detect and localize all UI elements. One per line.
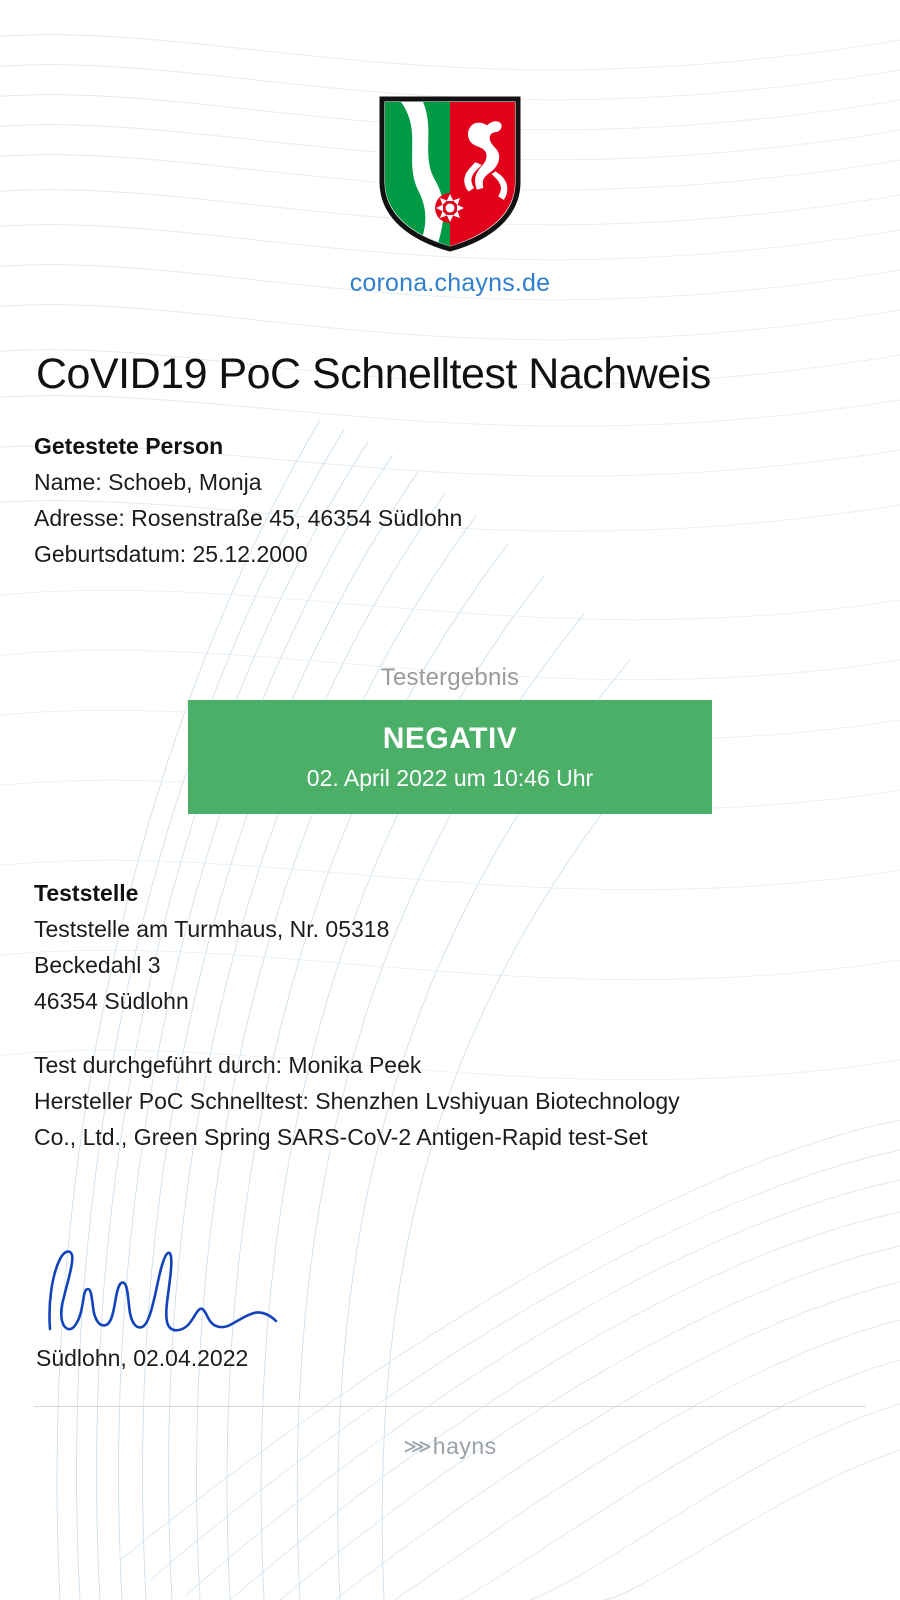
manufacturer-line-2: Co., Ltd., Green Spring SARS-CoV-2 Antigen-Rapid test-Set bbox=[34, 1124, 648, 1150]
test-details-block bbox=[34, 1047, 866, 1155]
signature-place-date: Südlohn, 02.04.2022 bbox=[36, 1345, 249, 1371]
test-result-value: NEGATIV bbox=[382, 722, 518, 755]
test-result-datetime: 02. April 2022 um 10:46 Uhr bbox=[306, 765, 594, 791]
signature-icon bbox=[36, 1233, 296, 1343]
test-result-section bbox=[34, 664, 866, 814]
footer-brand bbox=[0, 1433, 900, 1460]
tested-person-section bbox=[34, 433, 866, 572]
test-center-line-1: Teststelle am Turmhaus, Nr. 05318 bbox=[34, 916, 390, 942]
chayns-logo-icon: ⋙ bbox=[403, 1436, 429, 1458]
site-link[interactable]: corona.chayns.de bbox=[349, 269, 551, 297]
person-name-line: Name: Schoeb, Monja bbox=[34, 469, 262, 495]
test-result-label: Testergebnis bbox=[380, 664, 520, 691]
test-center-heading: Teststelle bbox=[34, 880, 139, 906]
test-center-section bbox=[34, 880, 866, 1155]
performed-by-line: Test durchgeführt durch: Monika Peek bbox=[34, 1052, 422, 1078]
signature-block bbox=[34, 1233, 866, 1372]
person-address-line: Adresse: Rosenstraße 45, 46354 Südlohn bbox=[34, 505, 463, 531]
nrw-coat-of-arms-icon bbox=[379, 96, 521, 252]
manufacturer-line-1: Hersteller PoC Schnelltest: Shenzhen Lvshiyuan Biotechnology bbox=[34, 1088, 680, 1114]
tested-person-heading: Getestete Person bbox=[34, 433, 224, 459]
footer-divider bbox=[34, 1406, 866, 1407]
test-center-line-2: Beckedahl 3 bbox=[34, 952, 161, 978]
footer-brand-label: hayns bbox=[432, 1433, 497, 1459]
person-birthdate-line: Geburtsdatum: 25.12.2000 bbox=[34, 541, 308, 567]
test-center-line-3: 46354 Südlohn bbox=[34, 988, 189, 1014]
crest-container bbox=[34, 0, 866, 257]
page-title: CoVID19 PoC Schnelltest Nachweis bbox=[36, 350, 711, 398]
test-result-badge bbox=[188, 700, 712, 814]
